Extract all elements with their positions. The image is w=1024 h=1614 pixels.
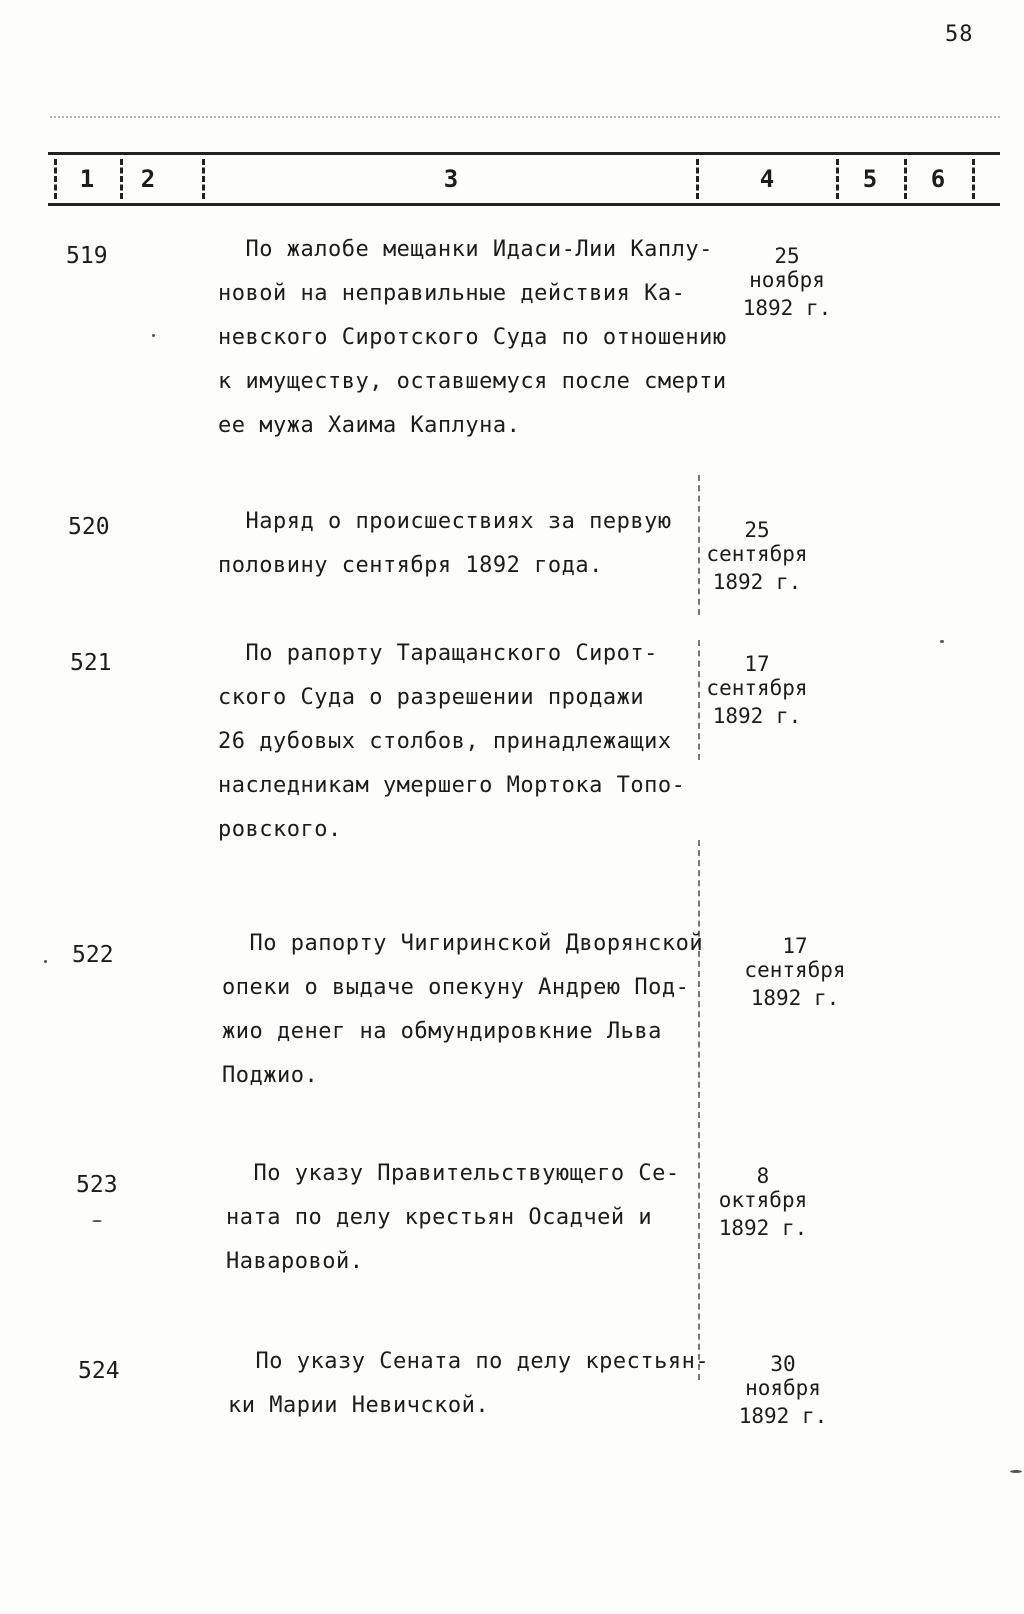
header-separator [54,159,57,199]
date-year: 1892 г. [750,986,840,1010]
entry-description [226,1152,680,1284]
date-year: 1892 г. [712,704,802,728]
column-divider [698,840,700,1380]
scan-speck [1010,1470,1022,1473]
entry-description [222,922,703,1098]
header-separator [972,159,975,199]
entry-date [708,1164,818,1240]
text-line: По жалобе мещанки Идаси-Лии Каплу- [218,237,713,262]
text-line: ского Суда о разрешении продажи [218,685,645,710]
entry-date [702,518,812,594]
column-header [48,152,1000,206]
date-year: 1892 г. [742,296,832,320]
date-month: ноября [749,268,825,292]
text-line: По рапорту Чигиринской Дворянской [222,931,704,956]
entry-number: 524 [78,1358,120,1384]
column-5-header: 5 [862,165,878,193]
header-separator [904,159,907,199]
header-separator [120,159,123,199]
date-year: 1892 г. [738,1404,828,1428]
scan-speck [92,1220,102,1222]
date-day: 25 [774,244,800,268]
date-month: сентября [706,542,808,566]
date-month: ноября [745,1376,821,1400]
text-line: ее мужа Хаима Каплуна. [218,413,521,438]
text-line: 26 дубовых столбов, принадлежащих [218,729,672,754]
date-year: 1892 г. [712,570,802,594]
text-line: жио денег на обмундировкние Льва [222,1019,662,1044]
date-day: 17 [744,652,770,676]
column-2-header: 2 [140,165,156,193]
entry-description [218,632,685,852]
text-line: половину сентября 1892 года. [218,553,603,578]
column-6-header: 6 [930,165,946,193]
date-month: сентября [706,676,808,700]
page-number: 58 [945,22,974,47]
text-line: По рапорту Таращанского Сирот- [218,641,658,666]
column-divider [698,475,700,615]
text-line: ки Марии Невичской. [228,1393,490,1418]
text-line: По указу Сената по делу крестьян- [228,1349,710,1374]
text-line: ровского. [218,817,342,842]
date-day: 25 [744,518,770,542]
scan-speck [44,960,47,963]
text-line: Наряд о происшествиях за первую [218,509,672,534]
date-month: сентября [744,958,846,982]
date-day: 8 [756,1164,770,1188]
entry-date [732,244,842,320]
entry-date [728,1352,838,1428]
entry-number: 523 [76,1172,118,1198]
entry-number: 520 [68,514,110,540]
text-line: Поджио. [222,1063,319,1088]
text-line: невского Сиротского Суда по отношению [218,325,727,350]
entry-number: 522 [72,942,114,968]
column-3-header: 3 [443,165,459,193]
scan-speck [940,640,944,643]
header-separator [836,159,839,199]
header-separator [202,159,205,199]
text-line: к имуществу, оставшемуся после смерти [218,369,727,394]
column-1-header: 1 [79,165,95,193]
entry-number: 521 [70,650,112,676]
entry-number: 519 [66,243,108,269]
text-line: По указу Правительствующего Се- [226,1161,680,1186]
date-day: 30 [770,1352,796,1376]
header-separator [696,159,699,199]
top-dotted-rule [50,116,1000,122]
entry-description [228,1340,709,1428]
date-year: 1892 г. [718,1216,808,1240]
text-line: Наваровой. [226,1249,364,1274]
date-month: октября [718,1188,808,1212]
entry-description [218,228,727,448]
text-line: ната по делу крестьян Осадчей и [226,1205,653,1230]
text-line: наследникам умершего Мортока Топо- [218,773,686,798]
column-divider [698,640,700,760]
entry-date [702,652,812,728]
text-line: опеки о выдаче опекуну Андрею Под- [222,975,690,1000]
text-line: новой на неправильные действия Ка- [218,281,686,306]
entry-date [740,934,850,1010]
scan-speck [152,334,155,337]
column-4-header: 4 [759,165,775,193]
date-day: 17 [782,934,808,958]
entry-description [218,500,672,588]
